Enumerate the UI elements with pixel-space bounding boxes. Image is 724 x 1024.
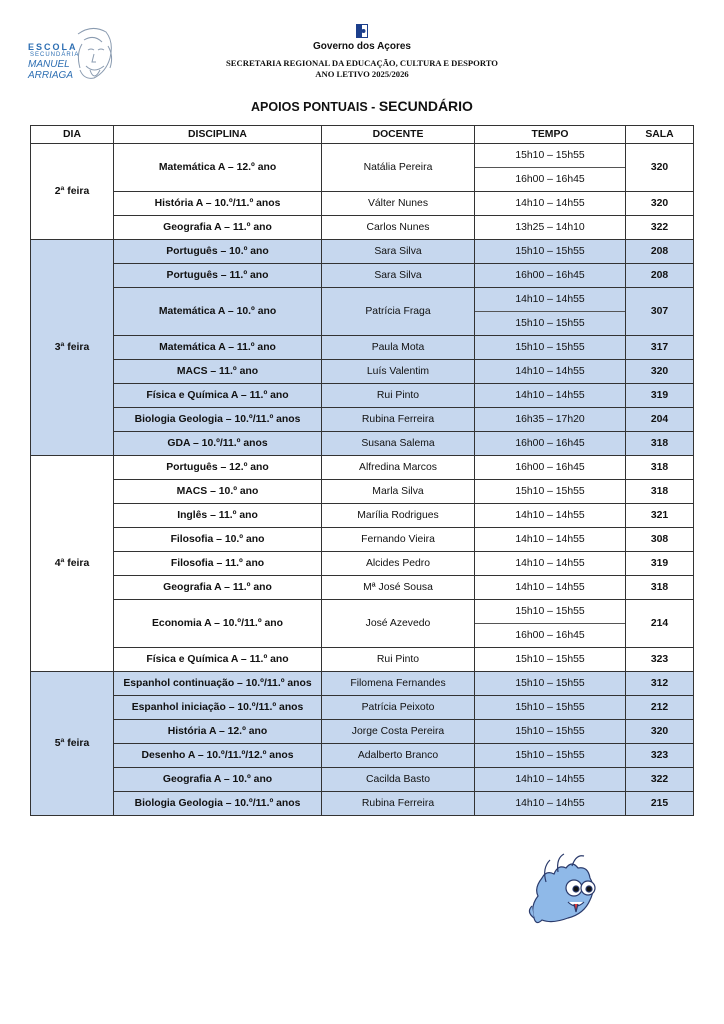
day-cell: 2ª feira (31, 144, 114, 240)
disciplina-cell: Matemática A – 12.º ano (114, 144, 322, 192)
disciplina-cell: Matemática A – 11.º ano (114, 336, 322, 360)
tempo-cell: 16h00 – 16h45 (475, 456, 626, 480)
sala-cell: 323 (626, 648, 694, 672)
column-header-sala: SALA (626, 126, 694, 144)
sala-cell: 319 (626, 552, 694, 576)
disciplina-cell: Filosofia – 11.º ano (114, 552, 322, 576)
table-row (31, 456, 694, 480)
tempo-cell: 14h10 – 14h55 (475, 384, 626, 408)
disciplina-cell: História A – 10.º/11.º anos (114, 192, 322, 216)
table-header-row (31, 126, 694, 144)
table-row (31, 600, 694, 648)
tempo-cell: 16h35 – 17h20 (475, 408, 626, 432)
table-row (31, 672, 694, 696)
docente-cell: Natália Pereira (322, 144, 475, 192)
table-row (31, 288, 694, 336)
column-header-tempo: TEMPO (475, 126, 626, 144)
disciplina-cell: Português – 11.º ano (114, 264, 322, 288)
docente-cell: Luís Valentim (322, 360, 475, 384)
tempo-cell: 13h25 – 14h10 (475, 216, 626, 240)
tempo-cell: 15h10 – 15h55 (475, 720, 626, 744)
tempo-slot: 15h10 – 15h55 (475, 311, 625, 335)
tempo-cell: 16h00 – 16h45 (475, 264, 626, 288)
disciplina-cell: Geografia A – 10.º ano (114, 768, 322, 792)
tempo-cell (475, 288, 626, 336)
sala-cell: 318 (626, 456, 694, 480)
sala-cell: 321 (626, 504, 694, 528)
disciplina-cell: Biologia Geologia – 10.º/11.º anos (114, 408, 322, 432)
column-header-docente: DOCENTE (322, 126, 475, 144)
disciplina-cell: História A – 12.º ano (114, 720, 322, 744)
disciplina-cell: Inglês – 11.º ano (114, 504, 322, 528)
table-row (31, 432, 694, 456)
docente-cell: Marla Silva (322, 480, 475, 504)
docente-cell: Filomena Fernandes (322, 672, 475, 696)
title-prefix: APOIOS PONTUAIS - (251, 100, 379, 114)
column-header-dia: DIA (31, 126, 114, 144)
table-row (31, 504, 694, 528)
docente-cell: Susana Salema (322, 432, 475, 456)
disciplina-cell: Português – 12.º ano (114, 456, 322, 480)
docente-cell: Rui Pinto (322, 648, 475, 672)
government-title: Governo dos Açores (313, 41, 411, 52)
docente-cell: Marília Rodrigues (322, 504, 475, 528)
tempo-cell: 14h10 – 14h55 (475, 192, 626, 216)
docente-cell: Jorge Costa Pereira (322, 720, 475, 744)
table-row (31, 720, 694, 744)
sala-cell: 320 (626, 360, 694, 384)
tempo-cell: 14h10 – 14h55 (475, 768, 626, 792)
sala-cell: 317 (626, 336, 694, 360)
day-cell: 5ª feira (31, 672, 114, 816)
disciplina-cell: Geografia A – 11.º ano (114, 576, 322, 600)
tempo-slot: 16h00 – 16h45 (475, 623, 625, 647)
disciplina-cell: Matemática A – 10.º ano (114, 288, 322, 336)
sala-cell: 322 (626, 216, 694, 240)
sala-cell: 307 (626, 288, 694, 336)
table-row (31, 480, 694, 504)
tempo-slot: 14h10 – 14h55 (515, 294, 585, 305)
docente-cell: Adalberto Branco (322, 744, 475, 768)
logo-name-manuel: MANUEL (28, 59, 70, 70)
sala-cell: 308 (626, 528, 694, 552)
docente-cell: Patrícia Peixoto (322, 696, 475, 720)
tempo-cell: 15h10 – 15h55 (475, 744, 626, 768)
tempo-cell: 14h10 – 14h55 (475, 504, 626, 528)
docente-cell: José Azevedo (322, 600, 475, 648)
disciplina-cell: GDA – 10.º/11.º anos (114, 432, 322, 456)
tempo-cell: 15h10 – 15h55 (475, 240, 626, 264)
table-row (31, 744, 694, 768)
table-row (31, 144, 694, 192)
tempo-slot: 16h00 – 16h45 (475, 167, 625, 191)
disciplina-cell: Física e Química A – 11.º ano (114, 384, 322, 408)
sala-cell: 215 (626, 792, 694, 816)
docente-cell: Sara Silva (322, 264, 475, 288)
docente-cell: Válter Nunes (322, 192, 475, 216)
tempo-cell: 14h10 – 14h55 (475, 528, 626, 552)
table-row (31, 552, 694, 576)
sala-cell: 318 (626, 480, 694, 504)
logo-secundaria-text: SECUNDÁRIA (30, 52, 80, 58)
table-row (31, 192, 694, 216)
document-header (0, 24, 724, 80)
sala-cell: 320 (626, 192, 694, 216)
disciplina-cell: Espanhol continuação – 10.º/11.º anos (114, 672, 322, 696)
table-row (31, 336, 694, 360)
sala-cell: 212 (626, 696, 694, 720)
tempo-cell: 15h10 – 15h55 (475, 648, 626, 672)
sala-cell: 312 (626, 672, 694, 696)
docente-cell: Patrícia Fraga (322, 288, 475, 336)
sala-cell: 208 (626, 240, 694, 264)
docente-cell: Rui Pinto (322, 384, 475, 408)
schedule-table (30, 125, 694, 816)
title-emphasis: SECUNDÁRIO (378, 98, 473, 114)
tempo-slot: 15h10 – 15h55 (515, 606, 585, 617)
disciplina-cell: Desenho A – 10.º/11.º/12.º anos (114, 744, 322, 768)
azores-government-emblem-icon (356, 24, 368, 38)
table-row (31, 360, 694, 384)
table-row (31, 792, 694, 816)
tempo-split (475, 288, 625, 335)
sala-cell: 318 (626, 576, 694, 600)
tempo-cell: 16h00 – 16h45 (475, 432, 626, 456)
logo-escola-text: ESCOLA (28, 42, 78, 52)
day-cell: 3ª feira (31, 240, 114, 456)
tempo-cell (475, 144, 626, 192)
logo-name-arriaga: ARRIAGA (28, 70, 74, 81)
docente-cell: Carlos Nunes (322, 216, 475, 240)
tempo-cell: 15h10 – 15h55 (475, 336, 626, 360)
tempo-split (475, 144, 625, 191)
tempo-cell: 15h10 – 15h55 (475, 696, 626, 720)
sala-cell: 320 (626, 144, 694, 192)
sala-cell: 319 (626, 384, 694, 408)
docente-cell: Sara Silva (322, 240, 475, 264)
tempo-cell: 14h10 – 14h55 (475, 576, 626, 600)
disciplina-cell: Espanhol iniciação – 10.º/11.º anos (114, 696, 322, 720)
table-row (31, 576, 694, 600)
column-header-disciplina: DISCIPLINA (114, 126, 322, 144)
sala-cell: 322 (626, 768, 694, 792)
day-cell: 4ª feira (31, 456, 114, 672)
docente-cell: Cacilda Basto (322, 768, 475, 792)
disciplina-cell: Biologia Geologia – 10.º/11.º anos (114, 792, 322, 816)
sala-cell: 323 (626, 744, 694, 768)
table-row (31, 384, 694, 408)
tempo-cell: 14h10 – 14h55 (475, 792, 626, 816)
docente-cell: Mª José Sousa (322, 576, 475, 600)
tempo-cell: 15h10 – 15h55 (475, 672, 626, 696)
disciplina-cell: Português – 10.º ano (114, 240, 322, 264)
table-row (31, 648, 694, 672)
docente-cell: Rubina Ferreira (322, 792, 475, 816)
table-row (31, 528, 694, 552)
school-year: ANO LETIVO 2025/2026 (315, 69, 409, 79)
tempo-split (475, 600, 625, 647)
secretaria-title: SECRETARIA REGIONAL DA EDUCAÇÃO, CULTURA E DESPORTO (226, 58, 498, 68)
table-row (31, 240, 694, 264)
disciplina-cell: Filosofia – 10.º ano (114, 528, 322, 552)
disciplina-cell: Geografia A – 11.º ano (114, 216, 322, 240)
sala-cell: 320 (626, 720, 694, 744)
tempo-cell: 15h10 – 15h55 (475, 480, 626, 504)
table-row (31, 768, 694, 792)
docente-cell: Alcides Pedro (322, 552, 475, 576)
disciplina-cell: Física e Química A – 11.º ano (114, 648, 322, 672)
sala-cell: 318 (626, 432, 694, 456)
disciplina-cell: MACS – 11.º ano (114, 360, 322, 384)
docente-cell: Fernando Vieira (322, 528, 475, 552)
docente-cell: Alfredina Marcos (322, 456, 475, 480)
tempo-cell: 14h10 – 14h55 (475, 360, 626, 384)
sala-cell: 208 (626, 264, 694, 288)
tempo-slot: 15h10 – 15h55 (515, 150, 585, 161)
docente-cell: Paula Mota (322, 336, 475, 360)
disciplina-cell: MACS – 10.º ano (114, 480, 322, 504)
page-title (0, 98, 724, 114)
sala-cell: 214 (626, 600, 694, 648)
table-row (31, 264, 694, 288)
disciplina-cell: Economia A – 10.º/11.º ano (114, 600, 322, 648)
table-row (31, 216, 694, 240)
tempo-cell: 14h10 – 14h55 (475, 552, 626, 576)
table-row (31, 696, 694, 720)
fish-mascot-icon (528, 848, 604, 928)
tempo-cell (475, 600, 626, 648)
docente-cell: Rubina Ferreira (322, 408, 475, 432)
sala-cell: 204 (626, 408, 694, 432)
table-row (31, 408, 694, 432)
